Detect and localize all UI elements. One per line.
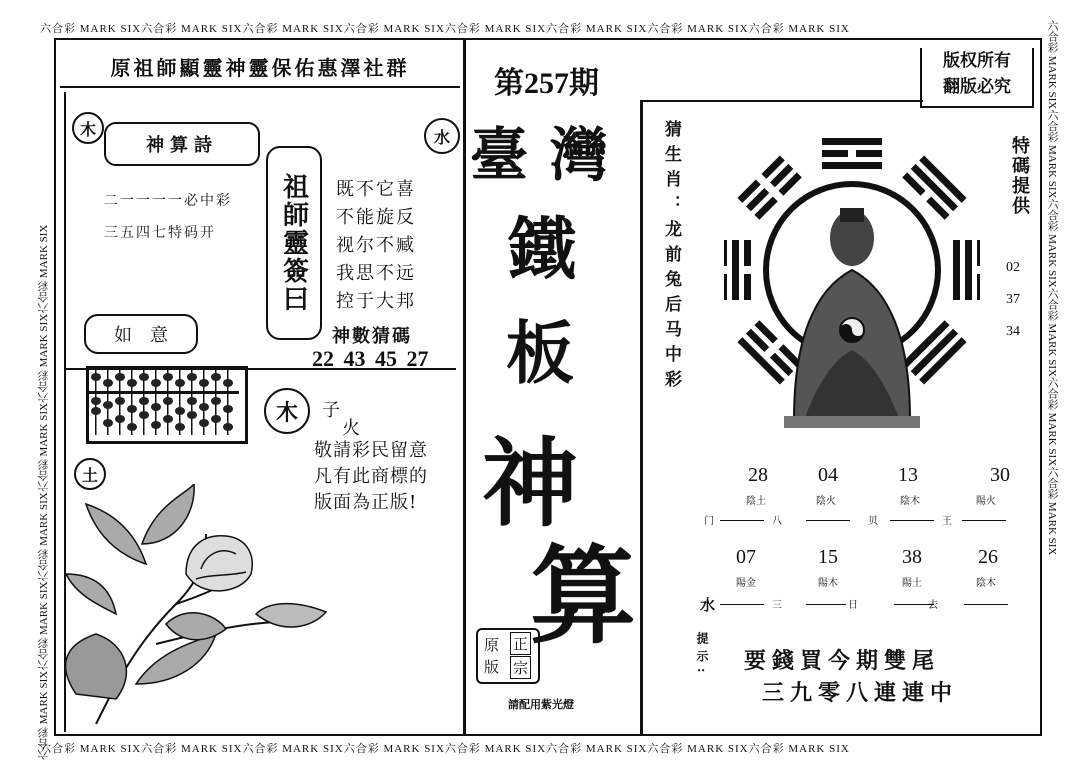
row2-rule	[720, 604, 764, 605]
hint-label: 提示:	[695, 632, 709, 679]
zi-label: 子	[322, 400, 340, 421]
uv-light-note: 請配用紫光燈	[508, 698, 574, 711]
oracle-line: 我思不远	[336, 263, 416, 284]
row1-word: 贝	[868, 516, 878, 527]
special-number: 02	[1006, 260, 1020, 275]
hint-line-2: 三九零八連連中	[762, 680, 959, 706]
special-number: 37	[1006, 292, 1020, 307]
wood-circle-2: 木	[264, 388, 310, 434]
special-number: 34	[1006, 324, 1020, 339]
title-char-shen: 神	[482, 427, 578, 540]
special-code-title: 特碼提供	[1009, 136, 1030, 216]
oracle-title: 祖師靈簽曰	[266, 146, 322, 340]
stamp-char: 原	[484, 636, 500, 654]
watermark-left: 六合彩 MARK SIX六合彩 MARK SIX六合彩 MARK SIX六合彩 MARK SIX六合彩 MARK SIX六合彩 MARK SIX	[38, 224, 50, 760]
row2-number: 38	[902, 546, 922, 568]
oracle-line: 不能旋反	[336, 207, 416, 228]
bagua-drawing	[724, 120, 980, 450]
row1-word: 王	[942, 516, 952, 527]
row2-element: 陰木	[976, 578, 996, 589]
title-char-ban: 板	[506, 314, 575, 394]
row1-number: 04	[818, 464, 838, 486]
abacus-drawing	[89, 369, 239, 435]
row1-element: 陰土	[746, 496, 766, 507]
watermark-right: 六合彩 MARK SIX六合彩 MARK SIX六合彩 MARK SIX六合彩 MARK SIX六合彩 MARK SIX六合彩 MARK SIX	[1046, 20, 1058, 556]
issue-number: 第257期	[494, 67, 599, 100]
guess-title: 神數猜碼	[332, 326, 412, 347]
special-numbers	[1006, 252, 1020, 348]
flower-drawing	[56, 484, 336, 730]
right-top-line	[643, 100, 923, 102]
title-char-suan: 算	[530, 533, 636, 658]
water-circle: 水	[424, 118, 460, 154]
row1-rule	[806, 520, 850, 521]
row1-number: 28	[748, 464, 768, 486]
hint-line-1: 要錢買今期雙尾	[744, 648, 941, 674]
row2-word: 三	[772, 600, 782, 611]
stamp-char: 正	[510, 632, 531, 655]
divider-right	[640, 100, 643, 734]
row2-rule	[806, 604, 846, 605]
stamp-char: 版	[484, 658, 500, 676]
row1-word: 八	[772, 516, 782, 527]
genuine-stamp	[476, 628, 540, 684]
copyright-line: 版权所有	[943, 51, 1011, 71]
row2-rule	[964, 604, 1008, 605]
oracle-line: 控于大邦	[336, 291, 416, 312]
flower-illustration	[56, 484, 336, 730]
row2-word: 去	[928, 600, 938, 611]
title-char-tie: 鐵	[508, 210, 577, 290]
row1-number: 30	[990, 464, 1010, 486]
row1-element: 陰木	[900, 496, 920, 507]
poem-title: 神算詩	[104, 122, 260, 166]
left-header: 原祖師顯靈神靈保佑惠澤社群	[60, 46, 460, 88]
watermark-bottom: 六合彩 MARK SIX六合彩 MARK SIX六合彩 MARK SIX六合彩 MARK SIX六合彩 MARK SIX六合彩 MARK SIX六合彩 MARK SIX六合彩 MARK SIX	[40, 743, 850, 755]
abacus-image	[86, 366, 248, 444]
row2-element: 陽土	[902, 578, 922, 589]
notice-line: 凡有此商標的	[314, 466, 428, 487]
row1-number: 13	[898, 464, 918, 486]
row1-element: 陽火	[976, 496, 996, 507]
notice-line: 版面為正版!	[314, 492, 418, 513]
earth-circle: 土	[74, 458, 106, 490]
row2-number: 26	[978, 546, 998, 568]
notice-line: 敬請彩民留意	[314, 440, 428, 461]
row2-number: 07	[736, 546, 756, 568]
row2-element: 陽金	[736, 578, 756, 589]
deity-bagua-illustration	[724, 120, 980, 450]
stamp-char: 宗	[510, 656, 531, 679]
row1-rule	[720, 520, 764, 521]
line-special-code: 三五四七特码开	[104, 225, 216, 241]
row1-word: 门	[704, 516, 714, 527]
row2-number: 15	[818, 546, 838, 568]
copyright-box	[920, 48, 1034, 108]
row1-element: 陰火	[816, 496, 836, 507]
copyright-line: 翻版必究	[943, 77, 1011, 97]
line-must-win: 二一一一一必中彩	[104, 193, 232, 209]
wood-circle: 木	[72, 112, 104, 144]
ruyi-label: 如 意	[84, 314, 198, 354]
oracle-line: 视尔不臧	[336, 235, 416, 256]
oracle-line: 既不它喜	[336, 179, 416, 200]
huo-label: 火	[342, 418, 360, 439]
zodiac-riddle: 猜生肖：龙前兔后马中彩	[661, 120, 681, 395]
row2-word: 日	[848, 600, 858, 611]
row2-word: 水	[700, 596, 716, 614]
oracle-poem	[336, 176, 416, 316]
row1-rule	[962, 520, 1006, 521]
title-taiwan: 臺灣	[470, 121, 631, 189]
watermark-top: 六合彩 MARK SIX六合彩 MARK SIX六合彩 MARK SIX六合彩 MARK SIX六合彩 MARK SIX六合彩 MARK SIX六合彩 MARK SIX六合彩 MARK SIX	[40, 23, 850, 35]
row1-rule	[890, 520, 934, 521]
divider-left	[463, 38, 466, 734]
guess-numbers: 22 43 45 27	[312, 346, 429, 371]
row2-element: 陽木	[818, 578, 838, 589]
